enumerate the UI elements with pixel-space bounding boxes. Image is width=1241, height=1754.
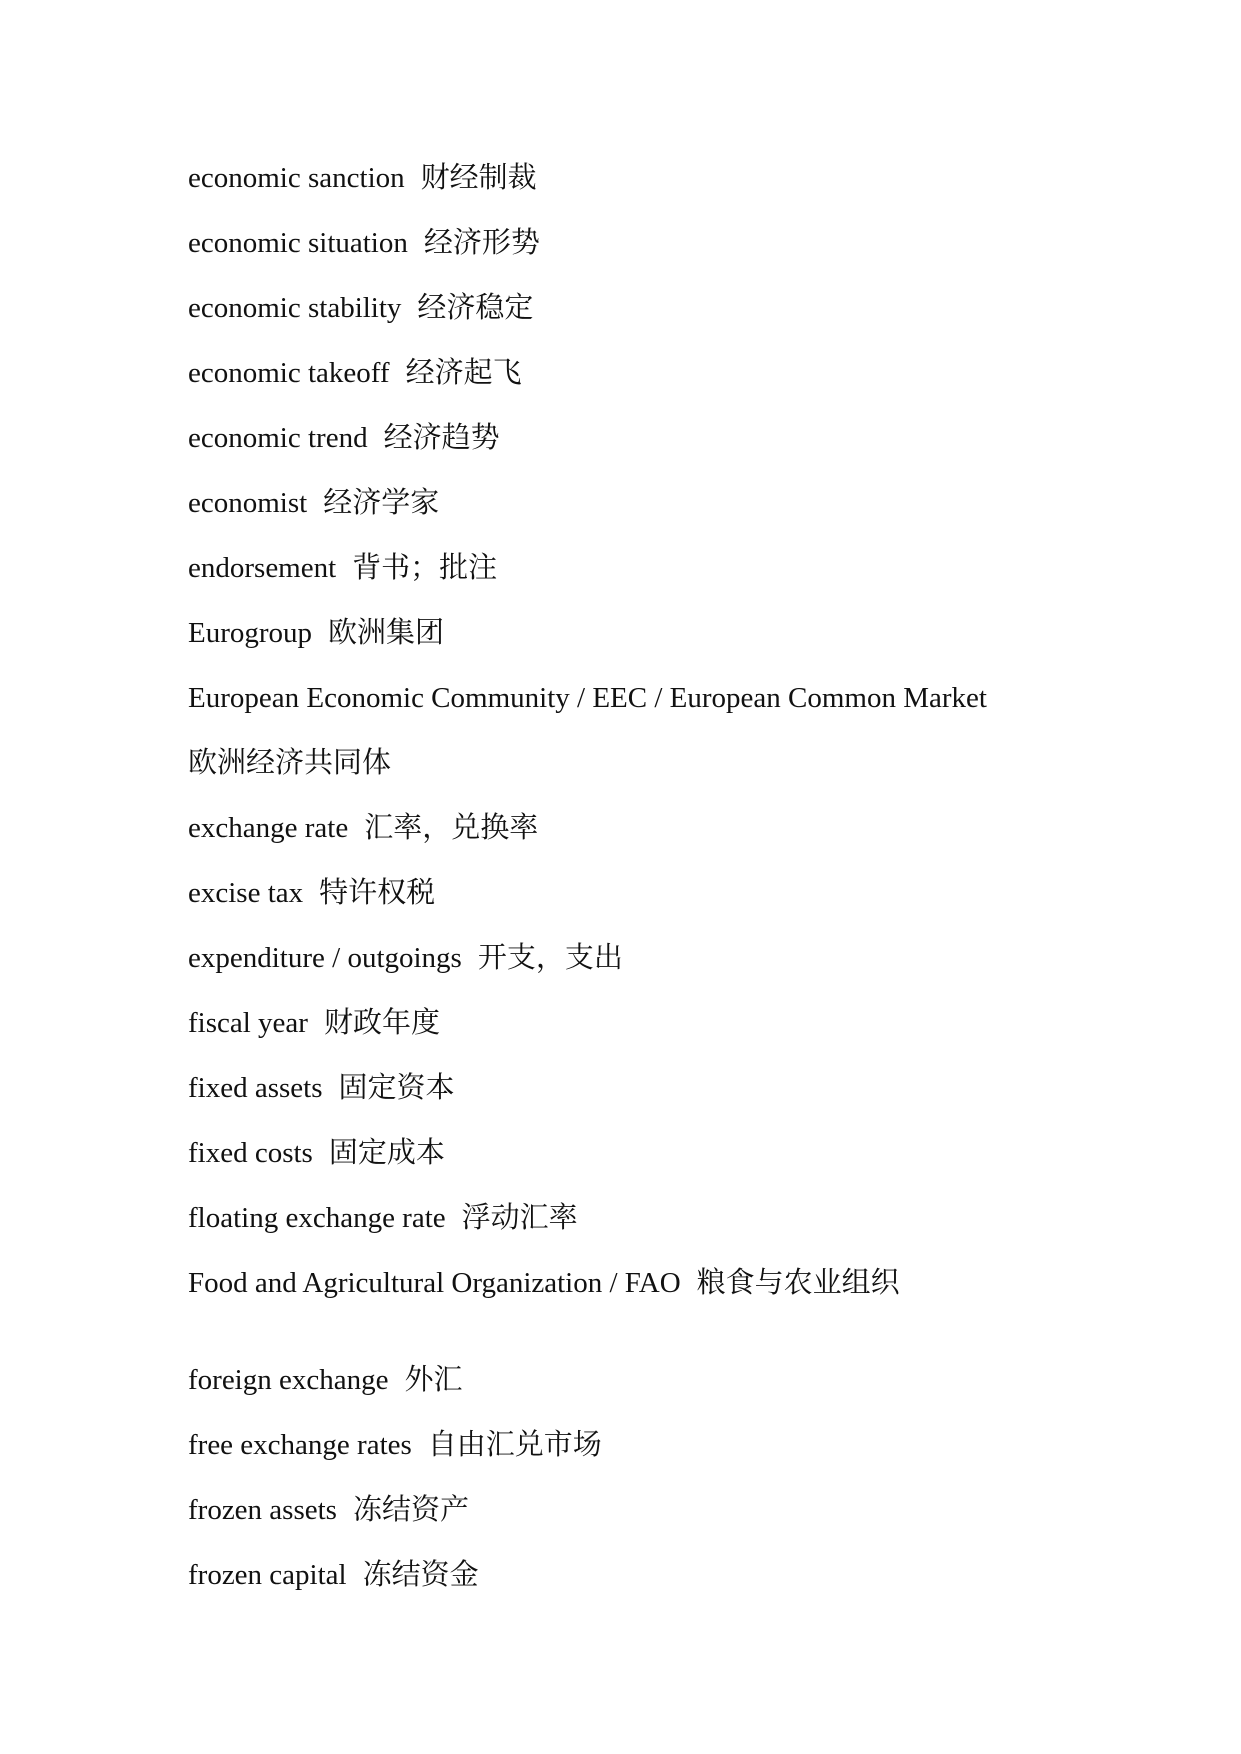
entry-translation: 欧洲经济共同体 xyxy=(188,747,392,779)
glossary-list xyxy=(188,160,1148,1622)
entry-translation: 冻结资金 xyxy=(362,1559,479,1591)
glossary-entry xyxy=(188,550,1148,586)
entry-translation: 冻结资产 xyxy=(352,1494,469,1526)
entry-term: fixed costs xyxy=(188,1137,313,1169)
entry-term: foreign exchange xyxy=(188,1364,389,1396)
glossary-entry xyxy=(188,160,1148,196)
glossary-entry xyxy=(188,1492,1148,1528)
entry-translation: 固定资本 xyxy=(338,1072,455,1104)
glossary-entry-continuation xyxy=(188,745,1148,781)
glossary-entry xyxy=(188,1070,1148,1106)
glossary-entry xyxy=(188,1362,1148,1398)
glossary-entry xyxy=(188,1135,1148,1171)
entry-term: endorsement xyxy=(188,552,337,584)
entry-term: economic takeoff xyxy=(188,357,390,389)
entry-translation: 经济学家 xyxy=(323,487,440,519)
glossary-entry xyxy=(188,810,1148,846)
entry-translation: 经济稳定 xyxy=(417,292,534,324)
entry-translation: 欧洲集团 xyxy=(328,617,445,649)
entry-translation: 经济形势 xyxy=(423,227,540,259)
glossary-entry xyxy=(188,420,1148,456)
entry-term: Food and Agricultural Organization / FAO xyxy=(188,1267,681,1299)
entry-term: economic stability xyxy=(188,292,402,324)
entry-term: excise tax xyxy=(188,877,304,909)
entry-term: economic situation xyxy=(188,227,408,259)
glossary-entry xyxy=(188,680,1148,716)
glossary-entry xyxy=(188,355,1148,391)
entry-term: European Economic Community / EEC / European Common Market xyxy=(188,682,987,714)
entry-translation: 外汇 xyxy=(404,1364,463,1396)
entry-term: fixed assets xyxy=(188,1072,323,1104)
entry-translation: 财政年度 xyxy=(323,1007,440,1039)
glossary-entry xyxy=(188,875,1148,911)
glossary-entry xyxy=(188,615,1148,651)
entry-term: economic sanction xyxy=(188,162,405,194)
entry-term: fiscal year xyxy=(188,1007,308,1039)
entry-term: Eurogroup xyxy=(188,617,313,649)
entry-term: economic trend xyxy=(188,422,368,454)
glossary-entry xyxy=(188,1005,1148,1041)
entry-translation: 背书；批注 xyxy=(352,552,498,584)
entry-translation: 开支，支出 xyxy=(477,942,623,974)
entry-translation: 固定成本 xyxy=(328,1137,445,1169)
entry-translation: 经济起飞 xyxy=(405,357,522,389)
entry-translation: 经济趋势 xyxy=(383,422,500,454)
entry-term: free exchange rates xyxy=(188,1429,412,1461)
entry-translation: 财经制裁 xyxy=(420,162,537,194)
entry-term: floating exchange rate xyxy=(188,1202,446,1234)
glossary-entry xyxy=(188,1200,1148,1236)
glossary-entry xyxy=(188,1557,1148,1593)
glossary-entry xyxy=(188,290,1148,326)
glossary-entry xyxy=(188,940,1148,976)
entry-translation: 浮动汇率 xyxy=(461,1202,578,1234)
glossary-entry xyxy=(188,1265,1148,1301)
entry-term: economist xyxy=(188,487,308,519)
entry-term: frozen capital xyxy=(188,1559,347,1591)
entry-term: exchange rate xyxy=(188,812,349,844)
entry-translation: 汇率，兑换率 xyxy=(364,812,539,844)
entry-translation: 粮食与农业组织 xyxy=(696,1267,900,1299)
entry-term: expenditure / outgoings xyxy=(188,942,462,974)
glossary-entry xyxy=(188,1427,1148,1463)
entry-translation: 自由汇兑市场 xyxy=(427,1429,602,1461)
glossary-entry xyxy=(188,225,1148,261)
entry-term: frozen assets xyxy=(188,1494,337,1526)
entry-translation: 特许权税 xyxy=(319,877,436,909)
glossary-entry xyxy=(188,485,1148,521)
